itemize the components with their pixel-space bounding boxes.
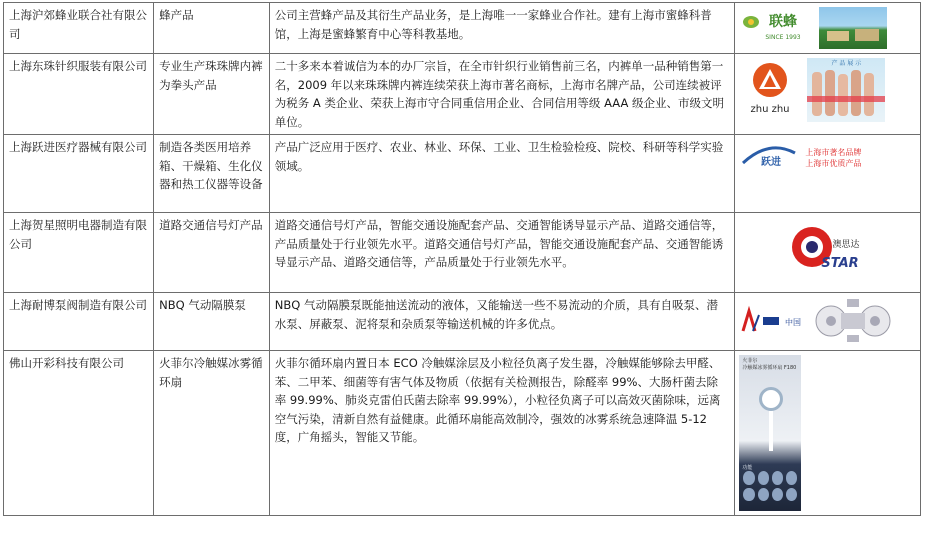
product-description: 公司主营蜂产品及其衍生产品业务，是上海唯一一家蜂业合作社。建有上海市蜜蜂科普馆，上海是蜜蜂繁育中心等科教基地。	[269, 3, 735, 54]
apiary-photo	[819, 7, 887, 49]
logo-text: 跃进	[761, 157, 782, 168]
table-row	[4, 3, 921, 54]
brand-images	[735, 213, 921, 293]
pump-photo	[813, 297, 893, 343]
product-description: 火菲尔循环扇内置日本 ECO 冷触媒涂层及小粒径负离子发生器，冷触媒能够除去甲醛、苯、二甲苯、细菌等有害气体及物质（依据有关检测报告，除醛率 99%、大肠杆菌去除率 99.99%、肺炎克雷伯氏菌去除率 99.99%），小粒径负离子可以高效灭菌除味，远离空气污染，清新自然有益健康。此循环扇能高效制冷，强效的冰雾系统急速降温 5-12 度，广角摇头，智能又节能。	[269, 351, 735, 516]
ad-label: 功能	[742, 465, 753, 471]
product-name: NBQ 气动隔膜泵	[154, 293, 270, 351]
table-row	[4, 351, 921, 516]
logo-text: STAR	[821, 256, 859, 271]
naibo-logo	[739, 305, 807, 335]
fan-ad-image	[739, 355, 801, 511]
ad-title: 火菲尔	[742, 358, 758, 364]
table-row	[4, 54, 921, 135]
fan-head	[759, 387, 783, 411]
logo-subtext: 澳思达	[832, 240, 860, 250]
company-table	[3, 2, 921, 516]
brand-images	[735, 293, 921, 351]
product-name: 蜂产品	[154, 3, 270, 54]
product-description: 道路交通信号灯产品，智能交通设施配套产品、交通智能诱导显示产品、道路交通信等，产品质量处于行业领先水平。道路交通信号灯产品，智能交通设施配套产品、交通智能诱导显示产品、道路交通信等，产品质量处于行业领先水平。	[269, 213, 735, 293]
star-logo	[788, 217, 868, 279]
fan-pole	[769, 411, 773, 451]
company-name: 上海跃进医疗器械有限公司	[4, 135, 154, 213]
product-photo	[807, 58, 885, 122]
table-row	[4, 213, 921, 293]
brand-images	[735, 135, 921, 213]
logo-text: 联蜂	[769, 14, 798, 30]
table-row	[4, 293, 921, 351]
product-name: 火菲尔冷触媒冰雾循环扇	[154, 351, 270, 516]
yuejin-logo	[739, 143, 799, 169]
table-row	[4, 135, 921, 213]
company-name: 佛山开彩科技有限公司	[4, 351, 154, 516]
ad-subtitle: 冷触媒冰雾循环扇 F180	[742, 365, 797, 371]
company-name: 上海贺星照明电器制造有限公司	[4, 213, 154, 293]
quality-badges	[805, 143, 861, 169]
product-description: 产品广泛应用于医疗、农业、林业、环保、工业、卫生检验检疫、院校、科研等科学实验领域。	[269, 135, 735, 213]
lianfeng-logo	[739, 8, 813, 48]
brand-images	[735, 3, 921, 54]
company-name: 上海沪郊蜂业联合社有限公司	[4, 3, 154, 54]
product-name: 道路交通信号灯产品	[154, 213, 270, 293]
badge-famous-brand: 上海市著名品牌	[805, 148, 862, 157]
product-description: NBQ 气动隔膜泵既能抽送流动的液体，又能输送一些不易流动的介质，具有自吸泵、潜水泵、屏蔽泵、泥将泵和杂质泵等输送机械的许多优点。	[269, 293, 735, 351]
company-name: 上海耐博泵阀制造有限公司	[4, 293, 154, 351]
logo-text: zhu zhu	[750, 104, 790, 115]
photo-caption: 产 品 展 示	[831, 60, 862, 67]
brand-images	[735, 54, 921, 135]
product-description: 二十多来本着诚信为本的办厂宗旨，在全市针织行业销售前三名，内裤单一品种销售第一名，2009 年以来珠珠牌内裤连续荣获上海市著名商标，上海市名牌产品，公司连续被评为税务 A 类企业、荣获上海市守合同重信用企业、合同信用等级 AAA 级企业、市级文明单位。	[269, 54, 735, 135]
product-name: 专业生产珠珠牌内裤为拳头产品	[154, 54, 270, 135]
product-name: 制造各类医用培养箱、干燥箱、生化仪器和热工仪器等设备	[154, 135, 270, 213]
zhuzhu-logo	[739, 60, 801, 120]
badge-quality-product: 上海市优质产品	[805, 159, 862, 168]
logo-subtext: SINCE 1993	[765, 34, 801, 41]
company-name: 上海东珠针织服装有限公司	[4, 54, 154, 135]
logo-text: 中国	[785, 318, 802, 327]
brand-images	[735, 351, 921, 516]
